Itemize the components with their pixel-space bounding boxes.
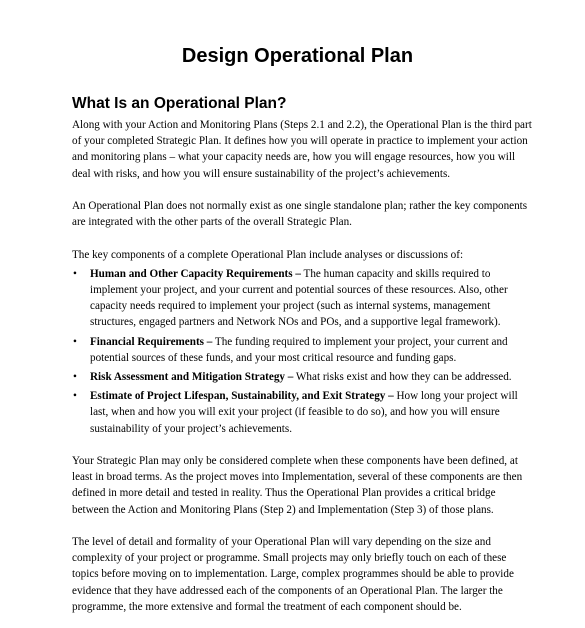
component-term: Financial Requirements –: [90, 335, 213, 348]
component-term: Estimate of Project Lifespan, Sustainability, and Exit Strategy –: [90, 390, 394, 403]
components-list: [72, 266, 534, 437]
section-heading: What Is an Operational Plan?: [72, 95, 287, 112]
component-term: Human and Other Capacity Requirements –: [90, 267, 301, 280]
paragraph-detail-level: The level of detail and formality of your Operational Plan will vary depending on the size and complexity of your project or programme. Small projects may only briefly touch on each of these topics before moving on to implementation. Large, complex programmes should be able to provide evidence that they have addressed each of the components of an Operational Plan. The larger the programme, the more extensive and formal the treatment of each component should be.: [72, 536, 514, 613]
paragraph-components-intro: The key components of a complete Operational Plan include analyses or discussions of:: [72, 248, 464, 261]
document-body: [72, 117, 534, 615]
paragraph-completion: Your Strategic Plan may only be considered complete when these components have been defined, at least in broad terms. As the project moves into Implementation, several of these components are then defined in more detail and tested in reality. Thus the Operational Plan provides a critical bridge between the Action and Monitoring Plans (Step 2) and Implementation (Step 3) of those plans.: [72, 455, 523, 516]
paragraph-integration: An Operational Plan does not normally exist as one single standalone plan; rather the key components are integrated with the other parts of the overall Strategic Plan.: [72, 200, 528, 229]
component-description: The human capacity and skills required to implement your project, and your current and potential sources of these resources. Also, other capacity needs required to implement your project (such as internal systems, management structures, engaged partners and Network NOs and POs, and a supportive legal framework).: [90, 267, 508, 329]
bullet-icon: •: [73, 371, 77, 384]
paragraph-intro: Along with your Action and Monitoring Plans (Steps 2.1 and 2.2), the Operational Plan is the third part of your completed Strategic Plan. It defines how you will operate in practice to implement your action and monitoring plans – what your capacity needs are, how you will engage resources, how you will deal with risks, and how you will ensure sustainability of the project’s achievements.: [72, 119, 532, 180]
component-term: Risk Assessment and Mitigation Strategy –: [90, 371, 294, 384]
component-description: The funding required to implement your project, your current and potential sources of these funds, and your most critical resource and funding gaps.: [90, 335, 508, 364]
component-description: How long your project will last, when and how you will exit your project (if feasible to do so), and how you will ensure sustainability of your project’s achievements.: [90, 390, 518, 435]
list-item-capacity: [72, 266, 534, 331]
document-title: Design Operational Plan: [181, 45, 414, 67]
list-item-risk: [72, 369, 534, 385]
list-item-lifespan: [72, 388, 534, 437]
component-description: What risks exist and how they can be addressed.: [293, 371, 512, 384]
bullet-icon: •: [73, 390, 77, 403]
bullet-icon: •: [73, 335, 77, 348]
list-item-financial: [72, 334, 534, 366]
bullet-icon: •: [73, 267, 77, 280]
